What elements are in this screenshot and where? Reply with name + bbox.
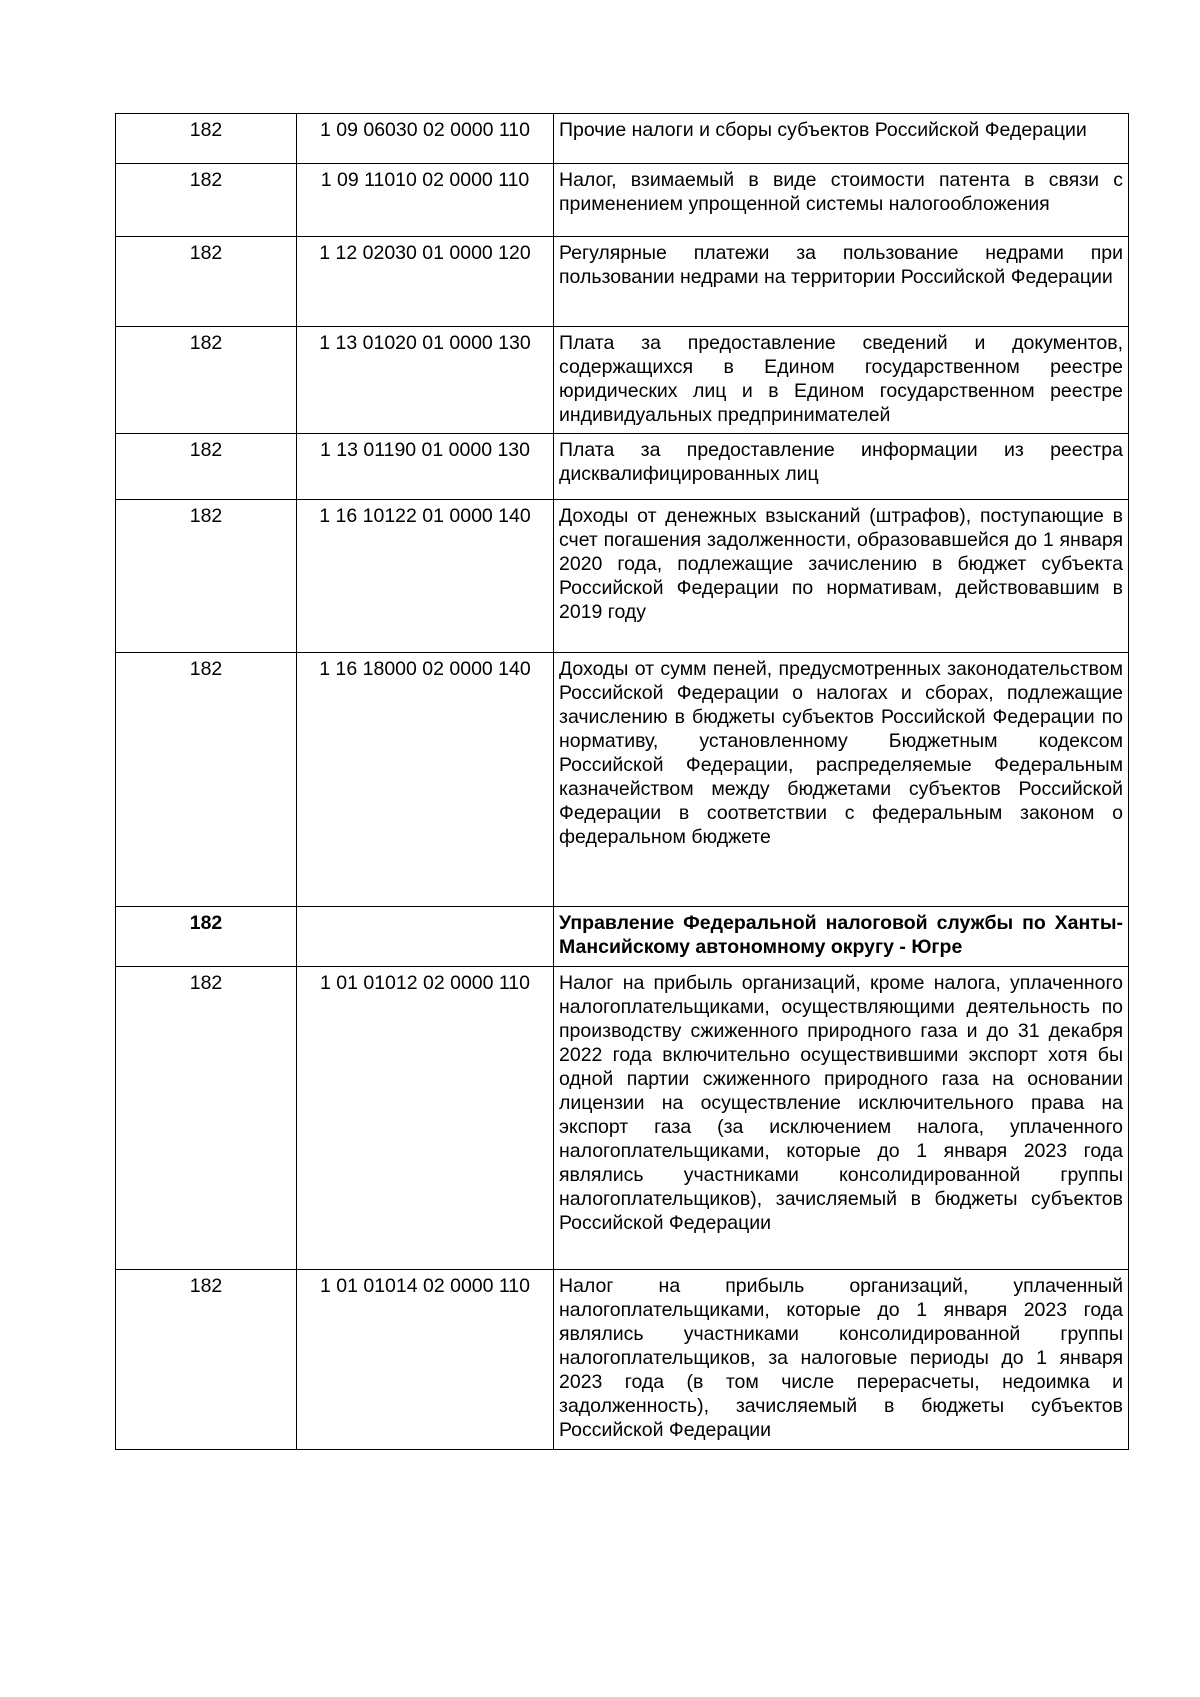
table-row [116, 500, 1129, 653]
budget-classification-code-cell: 1 01 01012 02 0000 110 [297, 967, 554, 1270]
table-row [116, 237, 1129, 327]
revenue-name-cell: Управление Федеральной налоговой службы по Ханты-Мансийскому автономному округу - Югре [554, 907, 1129, 967]
admin-code-cell: 182 [116, 164, 297, 237]
table-row [116, 653, 1129, 907]
admin-code-cell: 182 [116, 500, 297, 653]
revenue-name-cell: Плата за предоставление информации из реестра дисквалифицированных лиц [554, 434, 1129, 500]
admin-code-cell: 182 [116, 967, 297, 1270]
table-row [116, 114, 1129, 164]
table-row [116, 164, 1129, 237]
budget-classification-code-cell: 1 09 06030 02 0000 110 [297, 114, 554, 164]
revenue-name-cell: Прочие налоги и сборы субъектов Российской Федерации [554, 114, 1129, 164]
admin-code-cell: 182 [116, 114, 297, 164]
revenue-name-cell: Доходы от сумм пеней, предусмотренных законодательством Российской Федерации о налогах и сборах, подлежащие зачислению в бюджеты субъектов Российской Федерации по нормативу, установленному Бюджетным кодексом Российской Федерации, распределяемые Федеральным казначейством между бюджетами субъектов Российской Федерации в соответствии с федеральным законом о федеральном бюджете [554, 653, 1129, 907]
budget-classification-code-cell: 1 12 02030 01 0000 120 [297, 237, 554, 327]
budget-classification-code-cell [297, 907, 554, 967]
table-row [116, 434, 1129, 500]
admin-code-cell: 182 [116, 907, 297, 967]
budget-classification-code-cell: 1 01 01014 02 0000 110 [297, 1270, 554, 1450]
budget-classification-code-cell: 1 09 11010 02 0000 110 [297, 164, 554, 237]
revenue-name-cell: Доходы от денежных взысканий (штрафов), поступающие в счет погашения задолженности, образовавшейся до 1 января 2020 года, подлежащие зачислению в бюджет субъекта Российской Федерации по нормативам, действовавшим в 2019 году [554, 500, 1129, 653]
revenue-name-cell: Регулярные платежи за пользование недрами при пользовании недрами на территории Российской Федерации [554, 237, 1129, 327]
budget-classification-code-cell: 1 13 01020 01 0000 130 [297, 327, 554, 434]
table-row [116, 327, 1129, 434]
admin-code-cell: 182 [116, 327, 297, 434]
admin-code-cell: 182 [116, 653, 297, 907]
budget-codes-table [115, 113, 1129, 1450]
table-row [116, 1270, 1129, 1450]
budget-classification-code-cell: 1 16 10122 01 0000 140 [297, 500, 554, 653]
document-page [115, 113, 1128, 1450]
revenue-name-cell: Налог на прибыль организаций, уплаченный налогоплательщиками, которые до 1 января 2023 года являлись участниками консолидированной группы налогоплательщиков, за налоговые периоды до 1 января 2023 года (в том числе перерасчеты, недоимка и задолженность), зачисляемый в бюджеты субъектов Российской Федерации [554, 1270, 1129, 1450]
table-row [116, 967, 1129, 1270]
revenue-name-cell: Налог, взимаемый в виде стоимости патента в связи с применением упрощенной системы налогообложения [554, 164, 1129, 237]
admin-code-cell: 182 [116, 237, 297, 327]
admin-code-cell: 182 [116, 434, 297, 500]
budget-classification-code-cell: 1 16 18000 02 0000 140 [297, 653, 554, 907]
table-body [116, 114, 1129, 1450]
revenue-name-cell: Плата за предоставление сведений и документов, содержащихся в Едином государственном реестре юридических лиц и в Едином государственном реестре индивидуальных предпринимателей [554, 327, 1129, 434]
budget-classification-code-cell: 1 13 01190 01 0000 130 [297, 434, 554, 500]
revenue-name-cell: Налог на прибыль организаций, кроме налога, уплаченного налогоплательщиками, осуществляющими деятельность по производству сжиженного природного газа и до 31 декабря 2022 года включительно осуществившими экспорт хотя бы одной партии сжиженного природного газа на основании лицензии на осуществление исключительного права на экспорт газа (за исключением налога, уплаченного налогоплательщиками, которые до 1 января 2023 года являлись участниками консолидированной группы налогоплательщиков), зачисляемый в бюджеты субъектов Российской Федерации [554, 967, 1129, 1270]
admin-code-cell: 182 [116, 1270, 297, 1450]
table-row-section-header [116, 907, 1129, 967]
